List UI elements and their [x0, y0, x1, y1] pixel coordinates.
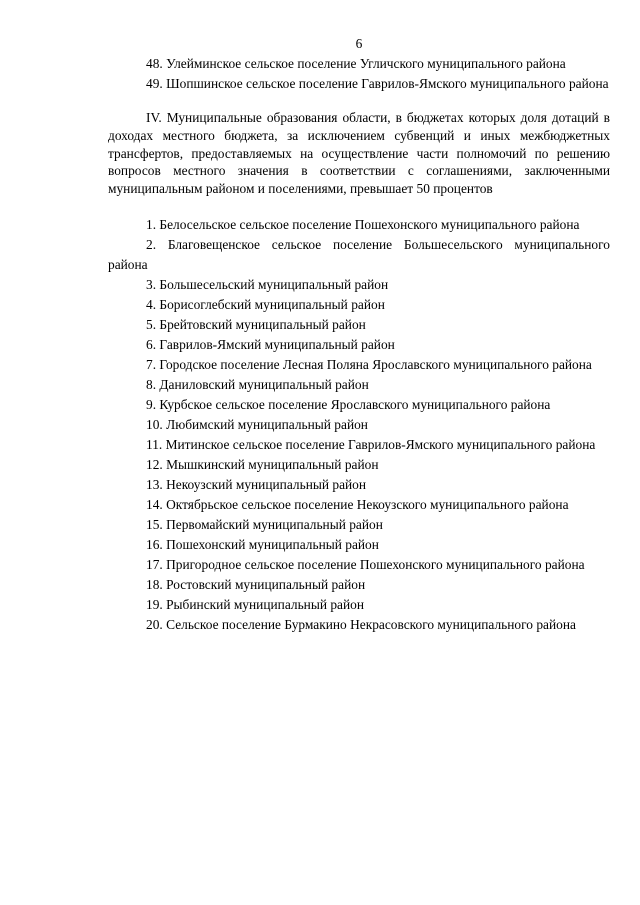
list-item — [108, 555, 610, 575]
item-text: Гаврилов-Ямский муниципальный район — [159, 336, 395, 352]
item-number: 48. — [146, 56, 163, 71]
item-text: Мышкинский муниципальный район — [166, 456, 379, 472]
list-item — [108, 495, 610, 515]
item-number: 2. — [146, 236, 157, 252]
item-text: Благовещенское сельское поселение Большесельского муниципального района — [108, 236, 610, 272]
item-text: Улейминское сельское поселение Угличского муниципального района — [166, 56, 566, 71]
item-text: Брейтовский муниципальный район — [159, 316, 366, 332]
item-number: 49. — [146, 76, 163, 91]
item-number: 9. — [146, 396, 157, 412]
list-item — [108, 535, 610, 555]
list-item — [108, 355, 610, 375]
item-number: 7. — [146, 356, 157, 372]
item-text: Сельское поселение Бурмакино Некрасовского муниципального района — [166, 616, 576, 632]
item-number: 20. — [146, 616, 163, 632]
list-item — [108, 335, 610, 355]
item-text: Любимский муниципальный район — [166, 416, 368, 432]
item-number: 6. — [146, 336, 157, 352]
list-item — [108, 415, 610, 435]
item-text: Митинское сельское поселение Гаврилов-Ямского муниципального района — [165, 436, 596, 452]
list-item — [108, 395, 610, 415]
item-number: 1. — [146, 216, 157, 232]
item-number: 12. — [146, 456, 163, 472]
item-text: Борисоглебский муниципальный район — [159, 296, 385, 312]
item-text: Октябрьское сельское поселение Некоузского муниципального района — [166, 496, 569, 512]
item-number: 8. — [146, 376, 157, 392]
list-item — [108, 275, 610, 295]
item-number: 15. — [146, 516, 163, 532]
document-page — [108, 34, 610, 635]
item-number: 11. — [146, 436, 163, 452]
item-number: 3. — [146, 276, 157, 292]
item-number: 19. — [146, 596, 163, 612]
item-text: Пошехонский муниципальный район — [166, 536, 379, 552]
item-text: Городское поселение Лесная Поляна Ярославского муниципального района — [159, 356, 592, 372]
list-item — [108, 475, 610, 495]
item-number: 14. — [146, 496, 163, 512]
list-section-iv — [108, 215, 610, 635]
item-text: Шопшинское сельское поселение Гаврилов-Ямского муниципального района — [166, 76, 609, 91]
list-item — [108, 74, 610, 94]
list-item — [108, 455, 610, 475]
list-item — [108, 435, 610, 455]
list-item — [108, 295, 610, 315]
list-item — [108, 215, 610, 235]
item-text: Белосельское сельское поселение Пошехонского муниципального района — [159, 216, 580, 232]
list-item — [108, 315, 610, 335]
item-number: 18. — [146, 576, 163, 592]
item-number: 4. — [146, 296, 157, 312]
section-text: Муниципальные образования области, в бюджетах которых доля дотаций в доходах местного бюджета, за исключением субвенций и иных межбюджетных трансфертов, предоставляемых на осуществление части полномочий по решению вопросов местного значения в соответствии с соглашениями, заключенными муниципальным районом и поселениями, превышает 50 процентов — [108, 110, 610, 197]
list-item — [108, 575, 610, 595]
list-item — [108, 375, 610, 395]
list-item — [108, 54, 610, 74]
list-item — [108, 595, 610, 615]
item-number: 13. — [146, 476, 163, 492]
page-number: 6 — [355, 36, 363, 51]
item-text: Первомайский муниципальный район — [166, 516, 383, 532]
item-number: 10. — [146, 416, 163, 432]
item-text: Некоузский муниципальный район — [166, 476, 367, 492]
item-text: Даниловский муниципальный район — [159, 376, 369, 392]
list-item — [108, 615, 610, 635]
item-number: 5. — [146, 316, 157, 332]
section-heading — [108, 109, 610, 198]
item-number: 17. — [146, 556, 163, 572]
item-number: 16. — [146, 536, 163, 552]
section-number: IV. — [146, 110, 162, 125]
item-text: Большесельский муниципальный район — [159, 276, 389, 292]
list-item — [108, 235, 610, 275]
list-item — [108, 515, 610, 535]
item-text: Пригородное сельское поселение Пошехонского муниципального района — [166, 556, 585, 572]
list-continued — [108, 54, 610, 94]
item-text: Ростовский муниципальный район — [166, 576, 366, 592]
item-text: Курбское сельское поселение Ярославского муниципального района — [159, 396, 551, 412]
item-text: Рыбинский муниципальный район — [166, 596, 365, 612]
